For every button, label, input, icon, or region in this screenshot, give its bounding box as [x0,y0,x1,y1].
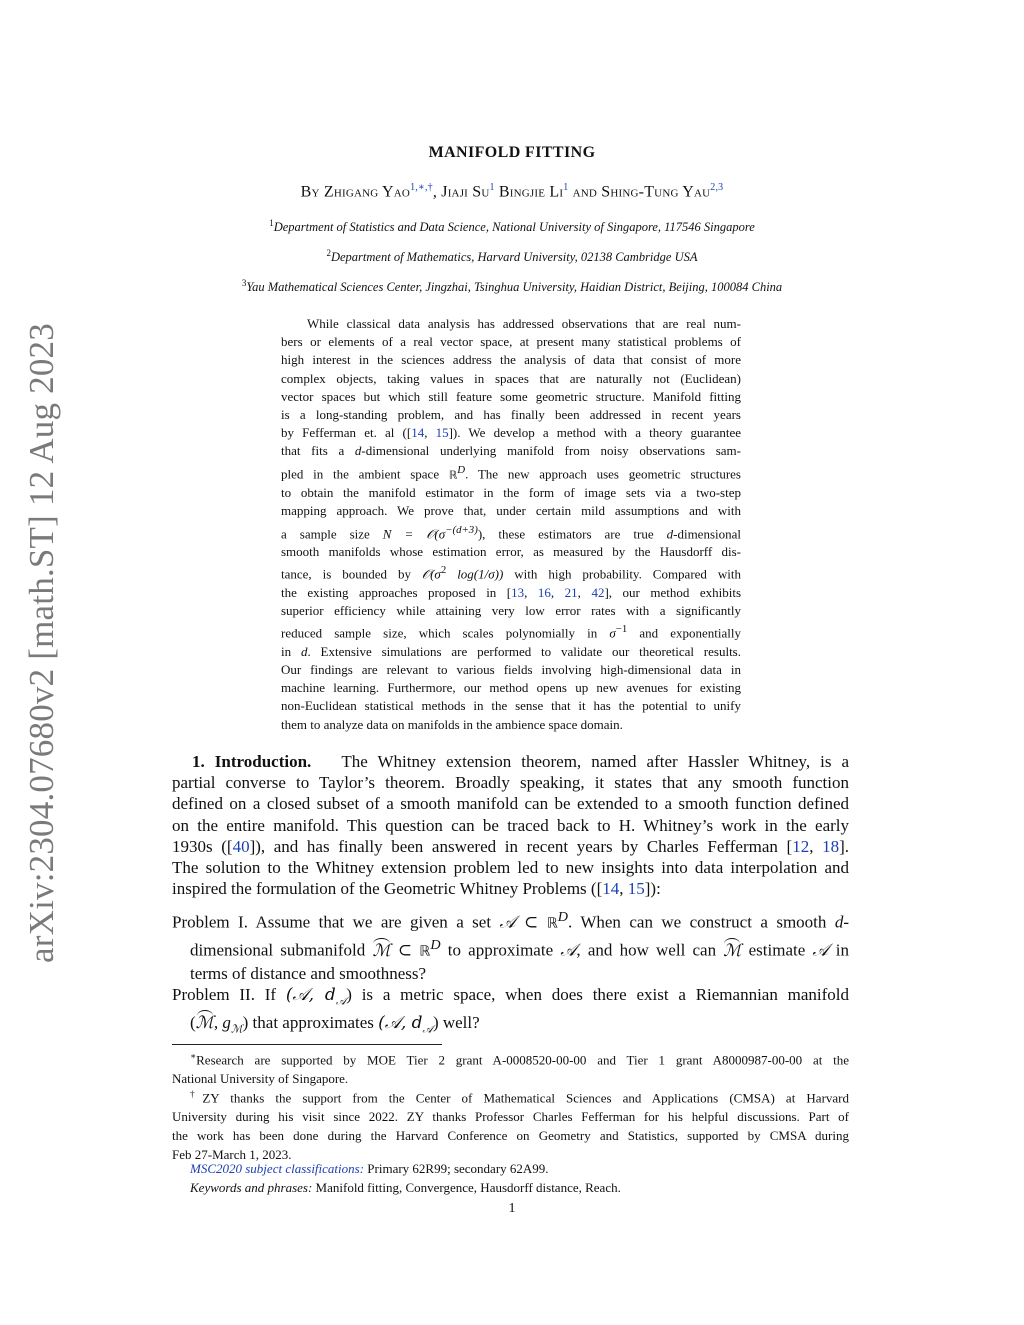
footnote-1 [172,1047,849,1088]
problem-2-label: Problem II. [172,984,255,1004]
footnote-text: Research are supported by MOE Tier 2 grant A-0008520-00-00 and Tier 1 grant A8000987-00-00 at the [196,1052,849,1068]
footnote-line [172,1047,849,1069]
byline-by: By [300,183,324,201]
citation-link-16[interactable]: 16 [537,584,551,600]
problem-2-line [172,1012,849,1040]
abstract-line: is a long-standing problem, and has finally been addressed in recent years [281,407,741,423]
math-sub: 𝒜 [335,994,347,1008]
abstract-line [281,521,741,544]
citation-link-14[interactable]: 14 [602,879,620,899]
citation-link-42[interactable]: 42 [591,584,605,600]
math-error-bound: 𝒪(σ [421,566,441,582]
problem-list [172,907,849,1039]
author-li: Bingjie Li [494,183,564,201]
math-set-A: 𝒜 [499,912,516,933]
author-byline [0,182,1024,201]
math-sup: D [557,909,568,925]
section-heading: 1. Introduction. [192,752,312,771]
keywords-text: Manifold fitting, Convergence, Hausdorff distance, Reach. [312,1180,621,1195]
abstract-text: the existing approaches proposed in [ [281,584,512,600]
intro-text: ]. [839,836,849,856]
author-yau: Shing-Tung Yau [601,183,711,201]
affiliation-1-text: Department of Statistics and Data Science, National University of Singapore, 117546 Singapore [273,220,755,235]
math-d: d [300,643,308,659]
introduction-section [172,751,849,899]
author-li-affil-link[interactable]: 1 [563,182,569,193]
affiliation-3-text: Yau Mathematical Sciences Center, Jingzhai, Tsinghua University, Haidian District, Beijing, 100084 China [246,280,783,295]
abstract-line: superior efficiency while attaining very low error rates with a significantly [281,603,741,619]
abstract-line: bers or elements of a real vector space, at present many statistical problems of [281,334,741,350]
citation-link-14[interactable]: 14 [411,425,425,441]
abstract-line [281,561,741,584]
math-sup: D [457,463,466,476]
math-reals: ℝ [448,467,458,481]
math-d: d [666,525,674,541]
author-yao-affil-link[interactable]: 1,∗,† [410,182,433,193]
abstract-line [281,461,741,485]
problem-text: - [843,912,849,932]
abstract-line: vector spaces but which still feature some geometric structure. Manifold fitting [281,388,741,404]
abstract-line: complex objects, taking values in spaces that are naturally not (Euclidean) [281,370,741,386]
footnote-line [172,1159,849,1178]
footnote-mark: † [190,1089,203,1099]
math-paren: ) [432,1012,439,1032]
math-d: d [834,912,844,932]
abstract-text: . Extensive simulations are performed to validate our theoretical results. [307,643,741,659]
problem-text: is a metric space, when does there exist a Riemannian manifold [351,984,849,1004]
affiliation-3 [0,278,1024,295]
problem-text: well? [438,1012,480,1032]
math-sample-size: N = 𝒪(σ [382,525,446,541]
footnote-line: the work has been done during the Harvard Conference on Geometry and Statistics, supported by CMSA during [172,1128,849,1144]
math-subset: ⊂ [515,912,547,932]
abstract-text: -dimensional [673,525,742,541]
abstract-line: high interest in the sciences address the analysis of data that consist of more [281,352,741,368]
abstract-text: , [424,425,436,441]
abstract-text: . The new approach uses geometric structures [465,465,741,481]
msc-link[interactable]: MSC2020 subject classifications: [190,1161,365,1176]
citation-link-18[interactable]: 18 [822,836,840,856]
abstract-line: While classical data analysis has addressed observations that are real num- [307,316,741,331]
affiliation-1 [0,218,1024,235]
intro-line: on the entire manifold. This question can be traced back to H. Whitney’s work in the early [172,815,849,835]
abstract-line [281,643,741,661]
abstract-line: Our findings are relevant to various fields involving high-dimensional data in [281,661,741,677]
math-sup: D [430,936,441,953]
intro-line: 1930s ([40]), and has finally been answered in recent years by Charles Fefferman [12, 18]. [172,836,849,856]
abstract-line: smooth manifolds whose estimation error, as measured by the Hausdorff dis- [281,544,741,560]
author-su-affil-link[interactable]: 1 [489,182,495,193]
arxiv-identifier-text: arXiv:2304.07680v2 [math.ST] 12 Aug 2023 [22,322,61,963]
problem-text: . When can we construct a smooth [567,912,835,932]
abstract-text: reduced sample size, which scales polynomially in [281,625,610,641]
problem-text: If [254,984,286,1004]
math-manifold-hat: ℳ [723,940,742,961]
footnote-mark: ∗ [190,1051,197,1061]
footnote-line [172,1085,849,1107]
math-sup: −(d+3) [445,523,478,536]
byline-and: and [568,183,602,201]
citation-link-15[interactable]: 15 [435,425,449,441]
math-subset: ⊂ [390,940,420,960]
page-number: 1 [508,1201,516,1216]
keywords [172,1178,849,1197]
problem-1-line: terms of distance and smoothness? [190,963,427,983]
footnote-line [172,1178,849,1197]
citation-link-21[interactable]: 21 [564,584,578,600]
abstract-text: ]). We develop a method with a theory guarantee [448,425,742,441]
abstract-text: in [281,643,301,659]
intro-text: inspired the formulation of the Geometric Whitney Problems ([ [172,879,603,899]
intro-line: inspired the formulation of the Geometric Whitney Problems ([14, 15]): [172,879,661,899]
problem-text: estimate [741,940,813,960]
abstract-text: pled in the ambient space [281,465,449,481]
problem-text: in [828,940,849,960]
affiliation-2-text: Department of Mathematics, Harvard University, 02138 Cambridge USA [330,250,698,265]
citation-link-15[interactable]: 15 [627,879,645,899]
intro-line: partial converse to Taylor’s theorem. Broadly speaking, it states that any smooth function [172,773,849,793]
intro-text: ]): [644,879,661,899]
affiliation-2 [0,248,1024,265]
abstract-line: non-Euclidean statistical methods in the sense that it has the potential to unify [281,698,741,714]
problem-1-line [172,935,849,963]
citation-link-40[interactable]: 40 [232,836,250,856]
math-sigma: σ [609,625,616,641]
intro-text: 1930s ([ [172,836,233,856]
math-metric-space: (𝒜, d [378,1012,423,1033]
abstract-line: machine learning. Furthermore, our method opens up new avenues for existing [281,680,741,696]
msc-text: Primary 62R99; secondary 62A99. [364,1161,549,1176]
abstract-text: ), these estimators are true [477,525,667,541]
math-paren: ) [346,984,352,1004]
abstract-text: and exponentially [627,625,741,641]
math-set-A: 𝒜 [560,940,577,961]
abstract-text: that fits a [281,443,355,459]
byline-sep: , [432,183,442,201]
math-sub: 𝒜 [422,1021,433,1035]
problem-text: to approximate [440,940,561,960]
math-sup: 2 [440,564,447,577]
intro-line [172,751,849,772]
math-sub: ℳ [230,1021,243,1035]
math-metric-space: (𝒜, d [285,984,336,1005]
abstract-line [281,424,741,442]
abstract-line: mapping approach. We prove that, under certain mild assumptions and with [281,503,741,519]
author-yao: Zhigang Yao [323,183,411,201]
footnote-line: Feb 27-March 1, 2023. [172,1147,292,1163]
abstract-text: with high probability. Compared with [503,566,741,582]
affiliation-3-number: 3 [241,278,247,288]
citation-link-12[interactable]: 12 [792,836,810,856]
problem-text: that approximates [248,1012,379,1032]
math-manifold-hat: ℳ [195,1012,214,1033]
abstract-line: them to analyze data on manifolds in the ambience space domain. [281,716,623,732]
math-manifold-hat: ℳ [372,940,391,961]
abstract-text: by Fefferman et. al ([ [281,425,412,441]
abstract-text: tance, is bounded by [281,566,422,582]
problem-1-label: Problem I. [172,912,248,932]
problem-2-line [172,984,849,1012]
arxiv-identifier [14,322,70,963]
abstract-text: a sample size [281,525,383,541]
intro-text: ]), and has finally been answered in recent years by Charles Fefferman [ [249,836,793,856]
author-yau-affil-link[interactable]: 2,3 [710,182,724,193]
msc-classification [172,1159,849,1178]
intro-text: The Whitney extension theorem, named after Hassler Whitney, is a [341,752,849,771]
abstract-text: -dimensional underlying manifold from noisy observations sam- [361,443,741,459]
math-set-A: 𝒜 [812,940,829,961]
keywords-label: Keywords and phrases: [190,1180,313,1195]
abstract-line [281,442,741,460]
footnote-2 [172,1085,849,1164]
citation-link-13[interactable]: 13 [511,584,525,600]
abstract-line: to obtain the manifold estimator in the form of image sets via a two-step [281,485,741,501]
math-metric-g: , g [213,1012,231,1032]
math-paren: ( [190,1012,196,1032]
math-reals: ℝ [546,915,558,932]
footnote-line: University during his visit since 2022. ZY thanks Professor Charles Fefferman for his helpful discussions. Part of [172,1109,849,1125]
footnote-line: National University of Singapore. [172,1071,349,1087]
intro-line: The solution to the Whitney extension problem led to new insights into data interpolation and [172,858,849,878]
math-d: d [354,443,362,459]
problem-1-line [172,907,849,935]
abstract [281,315,741,734]
footnote-rule [172,1044,442,1045]
math-reals: ℝ [419,943,431,960]
problem-text: dimensional submanifold [190,940,373,960]
abstract-text: ], our method exhibits [604,584,742,600]
problem-text: Assume that we are given a set [247,912,500,932]
abstract-line: the existing approaches proposed in [13, 16, 21, 42], our method exhibits [281,584,742,600]
affiliation-2-number: 2 [326,248,331,258]
paper-title: MANIFOLD FITTING [428,144,596,161]
math-sup: −1 [615,623,628,636]
math-error-bound: log(1/σ)) [446,566,504,582]
intro-line: defined on a closed subset of a smooth manifold can be extended to a smooth function defined [172,794,849,814]
affiliation-1-number: 1 [269,218,274,228]
problem-text: , and how well can [576,940,724,960]
abstract-line [281,620,741,643]
footnote-text: ZY thanks the support from the Center of Mathematical Sciences and Applications (CMSA) at Harvard [202,1090,850,1106]
math-paren: ) [242,1012,249,1032]
author-su: Jiaji Su [441,183,490,201]
